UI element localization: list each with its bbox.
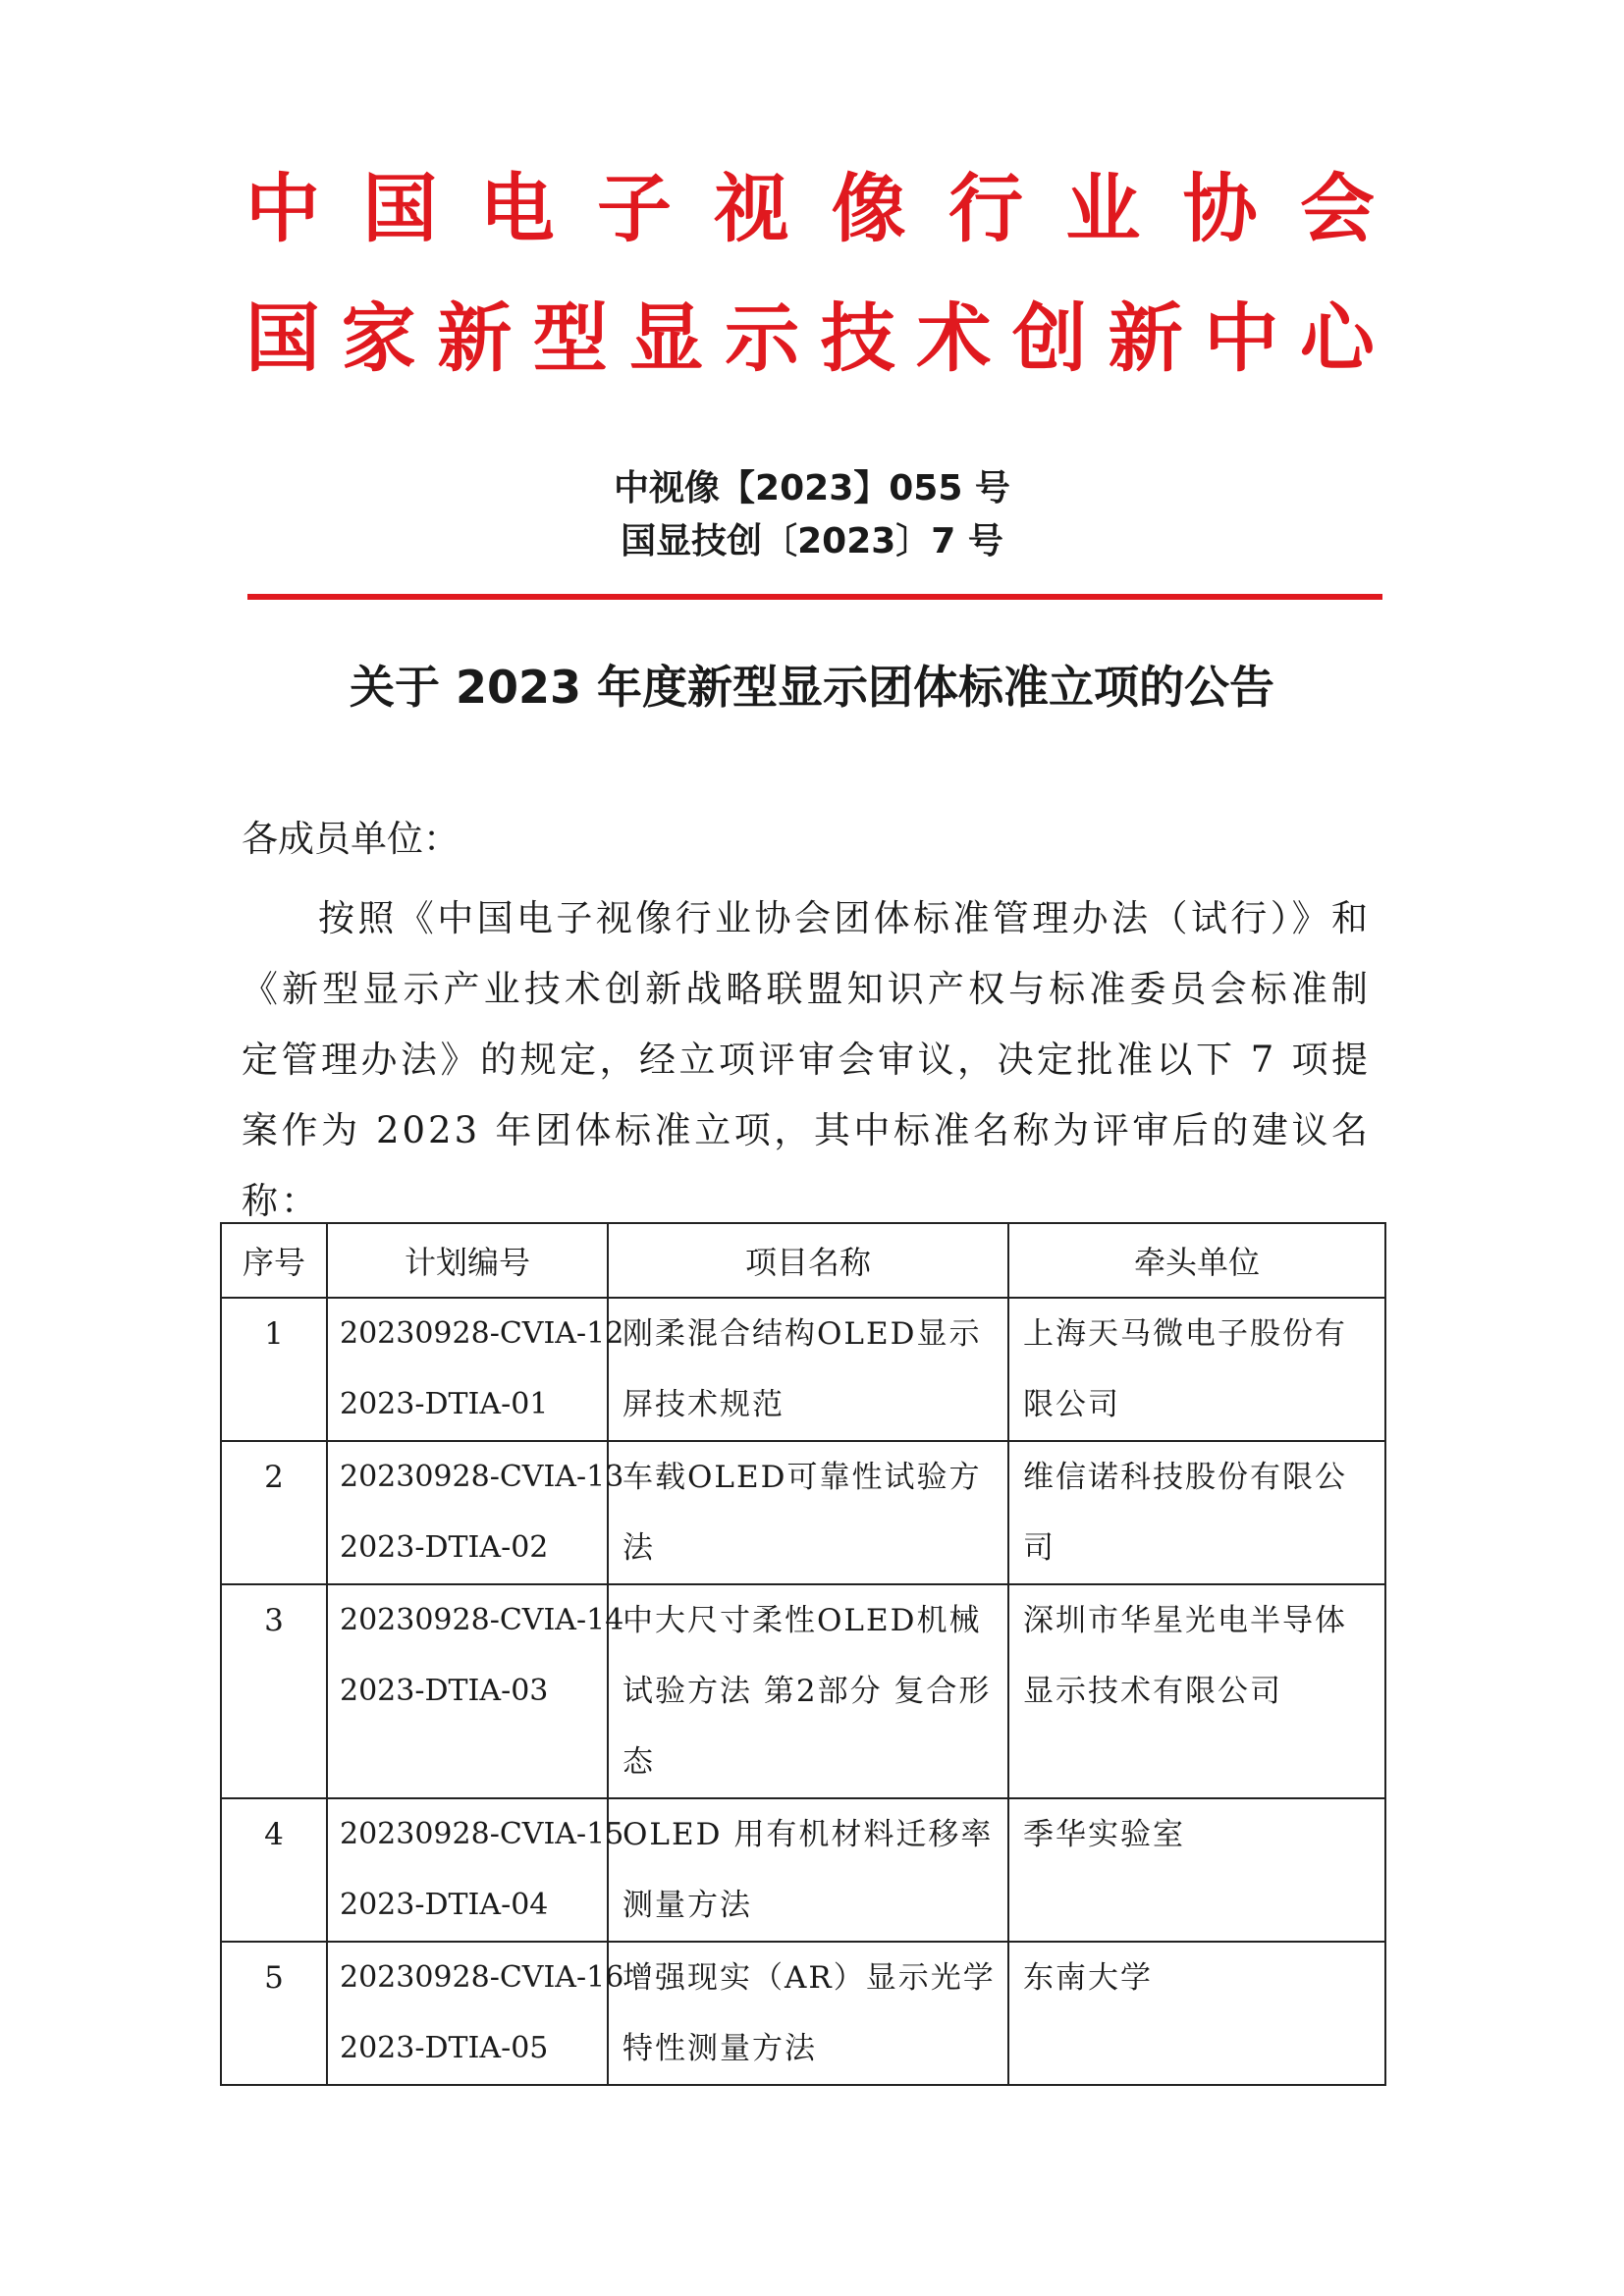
letterhead-char: 技 [820,294,895,382]
letterhead-char: 术 [916,294,992,382]
letterhead-char: 国 [362,165,438,252]
letterhead-char: 家 [341,294,416,382]
letterhead-char: 中 [245,165,320,252]
row-code [327,1942,624,2085]
notice-title: 关于 2023 年度新型显示团体标准立项的公告 [349,661,1275,714]
table-row [221,1942,1385,2085]
row-no: 5 [221,1942,327,2085]
row-project-name: 中大尺寸柔性OLED机械试验方法 第2部分 复合形态 [608,1584,1008,1798]
letterhead-char: 子 [596,165,672,252]
letterhead-char: 行 [947,165,1023,252]
letterhead-dtia [245,294,1375,383]
plan-code-dtia: 2023-DTIA-02 [340,1530,549,1565]
table-header-row [221,1223,1385,1298]
letterhead-char: 型 [532,294,608,382]
letterhead-char: 电 [479,165,555,252]
row-no: 1 [221,1298,327,1441]
header-name: 项目名称 [608,1223,1008,1298]
letterhead-char: 显 [628,294,704,382]
table-row [221,1798,1385,1942]
document-number-cvia: 中视像【2023】055 号 [614,468,1010,508]
table-row [221,1584,1385,1798]
plan-code-dtia: 2023-DTIA-03 [340,1674,549,1708]
plan-code-cvia: 20230928-CVIA-16 [340,1960,624,1995]
row-lead-unit: 维信诺科技股份有限公司 [1008,1441,1385,1584]
table-row [221,1298,1385,1441]
header-code: 计划编号 [327,1223,608,1298]
row-lead-unit: 季华实验室 [1008,1798,1385,1942]
row-project-name: 增强现实（AR）显示光学特性测量方法 [608,1942,1008,2085]
row-no: 2 [221,1441,327,1584]
plan-code-cvia: 20230928-CVIA-14 [340,1603,624,1637]
letterhead-char: 视 [714,165,789,252]
letterhead-divider [247,594,1382,600]
row-lead-unit: 东南大学 [1008,1942,1385,2085]
row-no: 4 [221,1798,327,1942]
document-number-dtia: 国显技创〔2023〕7 号 [621,521,1003,561]
plan-code-cvia: 20230928-CVIA-15 [340,1817,624,1851]
plan-code-dtia: 2023-DTIA-01 [340,1387,549,1421]
body-paragraph: 按照《中国电子视像行业协会团体标准管理办法（试行）》和《新型显示产业技术创新战略联盟知识产权与标准委员会标准制定管理办法》的规定，经立项评审会审议，决定批准以下 7 项提案作为 2023 年团体标准立项，其中标准名称为评审后的建议名称： [242,897,1371,1222]
row-lead-unit: 深圳市华星光电半导体显示技术有限公司 [1008,1584,1385,1798]
row-code [327,1441,624,1584]
standards-table [220,1222,1386,2086]
letterhead-char: 新 [1108,294,1183,382]
row-lead-unit: 上海天马微电子股份有限公司 [1008,1298,1385,1441]
row-code [327,1298,624,1441]
letterhead-cvia [245,165,1375,253]
letterhead-char: 新 [437,294,513,382]
row-no: 3 [221,1584,327,1798]
row-project-name: 刚柔混合结构OLED显示屏技术规范 [608,1298,1008,1441]
letterhead-char: 像 [831,165,906,252]
header-lead: 牵头单位 [1008,1223,1385,1298]
row-project-name: OLED 用有机材料迁移率测量方法 [608,1798,1008,1942]
plan-code-dtia: 2023-DTIA-05 [340,2031,549,2065]
letterhead-char: 心 [1299,294,1375,382]
letterhead-char: 示 [725,294,800,382]
plan-code-cvia: 20230928-CVIA-13 [340,1460,624,1494]
letterhead-char: 业 [1065,165,1141,252]
header-no: 序号 [221,1223,327,1298]
letterhead-char: 协 [1182,165,1258,252]
row-code [327,1798,624,1942]
plan-code-dtia: 2023-DTIA-04 [340,1888,549,1922]
row-project-name: 车载OLED可靠性试验方法 [608,1441,1008,1584]
salutation: 各成员单位： [242,818,460,860]
row-code [327,1584,624,1798]
letterhead-char: 会 [1299,165,1375,252]
letterhead-char: 创 [1012,294,1087,382]
table-row [221,1441,1385,1584]
plan-code-cvia: 20230928-CVIA-12 [340,1316,624,1351]
letterhead-char: 国 [245,294,320,382]
letterhead-char: 中 [1204,294,1279,382]
